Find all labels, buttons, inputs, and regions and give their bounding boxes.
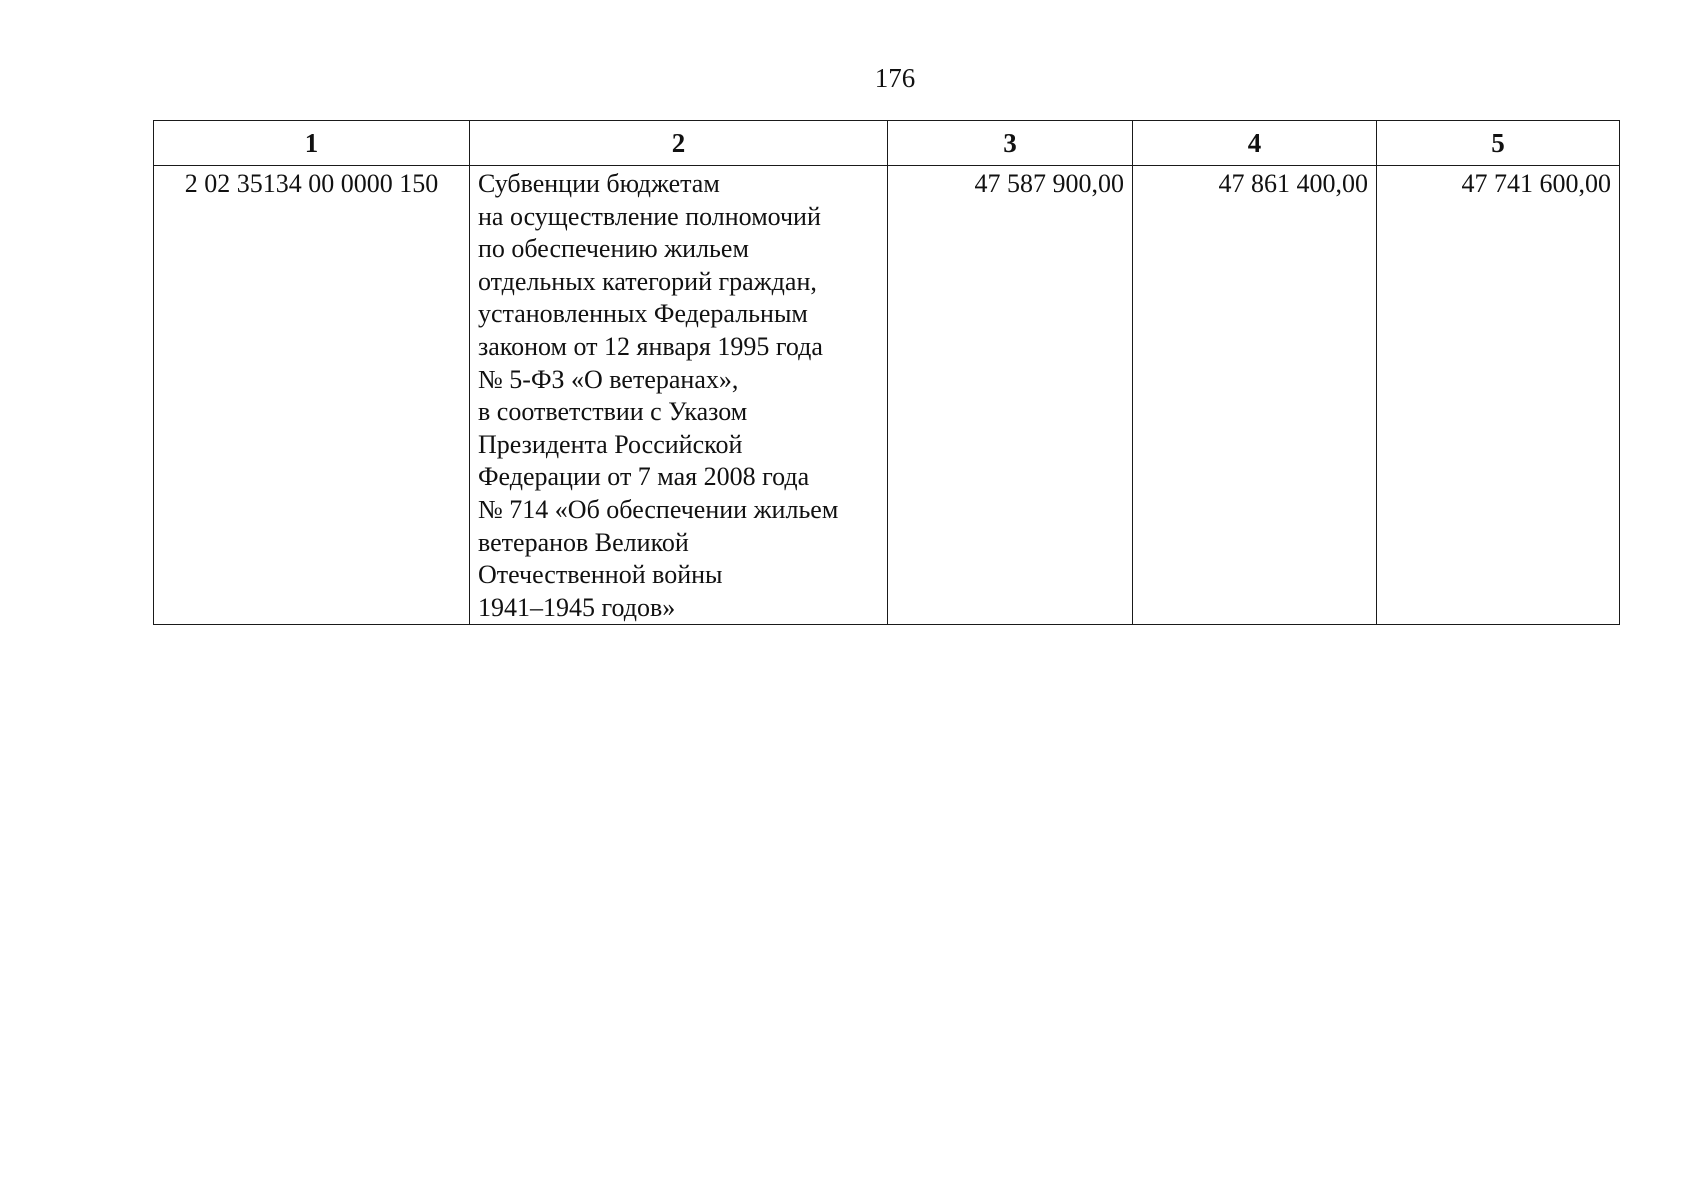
budget-code-cell: 2 02 35134 00 0000 150: [154, 166, 470, 625]
column-header-4: 4: [1133, 121, 1377, 166]
column-header-3: 3: [888, 121, 1133, 166]
column-header-2: 2: [470, 121, 888, 166]
description-line: законом от 12 января 1995 года: [478, 331, 823, 361]
column-header-1: 1: [154, 121, 470, 166]
page-number: 176: [874, 63, 916, 93]
amount-cell-col3: 47 587 900,00: [888, 166, 1133, 625]
description-line: Субвенции бюджетам: [478, 169, 720, 198]
table-row: [154, 166, 1620, 625]
description-line: ветеранов Великой: [478, 527, 689, 557]
description-line: на осуществление полномочий: [478, 201, 821, 231]
description-line: 1941–1945 годов»: [478, 592, 676, 622]
budget-table: [153, 120, 1620, 625]
column-header-5: 5: [1377, 121, 1620, 166]
amount-cell-col5: 47 741 600,00: [1377, 166, 1620, 625]
description-line: Отечественной войны: [478, 560, 723, 590]
description-line: Президента Российской: [478, 429, 743, 459]
description-line: № 714 «Об обеспечении жильем: [478, 494, 839, 524]
description-cell: [470, 166, 888, 625]
description-line: № 5-ФЗ «О ветеранах»,: [478, 364, 739, 394]
description-line: в соответствии с Указом: [478, 397, 748, 427]
description-line: по обеспечению жильем: [478, 234, 749, 264]
description-line: установленных Федеральным: [478, 299, 808, 329]
description-line: отдельных категорий граждан,: [478, 266, 817, 296]
description-line: Федерации от 7 мая 2008 года: [478, 462, 810, 492]
amount-cell-col4: 47 861 400,00: [1133, 166, 1377, 625]
table-header-row: [154, 121, 1620, 166]
